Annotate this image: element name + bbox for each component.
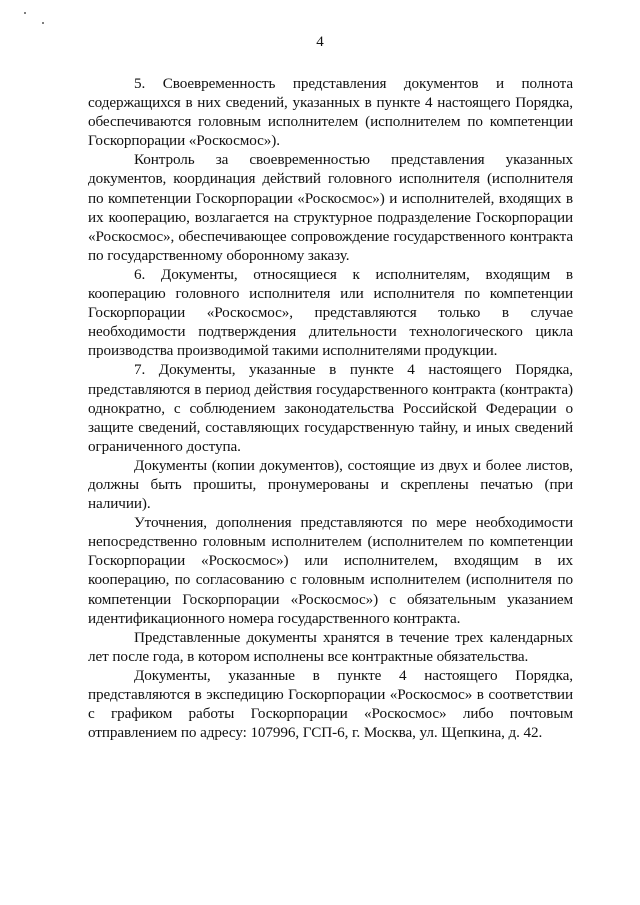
paragraph-storage: Представленные документы хранятся в течение трех календарных лет после года, в котором исполнены все контрактные обязательства. [88, 628, 573, 665]
scan-speck [42, 22, 44, 24]
scan-speck [24, 12, 26, 14]
paragraph-6-cooperation-documents: 6. Документы, относящиеся к исполнителям, входящим в кооперацию головного исполнителя или исполнителя по компетенции Госкорпорации «Роскосмос», представляются только в случае необходимости подтверждения длительности технологического цикла производства производимой такими исполнителями продукции. [88, 265, 573, 360]
page-number: 4 [316, 34, 324, 50]
paragraph-5-timeliness: 5. Своевременность представления документов и полнота содержащихся в них сведений, указанных в пункте 4 настоящего Порядка, обеспечиваются головным исполнителем (исполнителем по компетенции Госкорпорации «Роскосмос»). [88, 75, 573, 150]
paragraph-clarifications: Уточнения, дополнения представляются по мере необходимости непосредственно головным исполнителем (исполнителем по компетенции Госкорпорации «Роскосмос») или исполнителем, входящим в их кооперацию, по согласованию с головным исполнителем (исполнителя по компетенции Госкорпорации «Роскосмос») с обязательным указанием идентификационного номера государственного контракта. [88, 514, 573, 627]
paragraph-binding: Документы (копии документов), состоящие из двух и более листов, должны быть прошиты, пронумерованы и скреплены печатью (при наличии). [88, 456, 573, 513]
paragraph-7-submission: 7. Документы, указанные в пункте 4 настоящего Порядка, представляются в период действия государственного контракта (контракта) однократно, с соблюдением законодательства Российской Федерации о защите сведений, составляющих государственную тайну, и иных сведений ограниченного доступа. [88, 361, 573, 455]
document-body [88, 74, 573, 742]
paragraph-address: Документы, указанные в пункте 4 настоящего Порядка, представляются в экспедицию Госкорпорации «Роскосмос» в соответствии с графиком работы Госкорпорации «Роскосмос» либо почтовым отправлением по адресу: 107996, ГСП-6, г. Москва, ул. Щепкина, д. 42. [88, 666, 573, 742]
paragraph-control: Контроль за своевременностью представления указанных документов, координация действий головного исполнителя (исполнителя по компетенции Госкорпорации «Роскосмос») и исполнителей, входящих в их кооперацию, возлагается на структурное подразделение Госкорпорации «Роскосмос», обеспечивающее сопровождение государственного контракта по государственному оборонному заказу. [88, 151, 573, 264]
